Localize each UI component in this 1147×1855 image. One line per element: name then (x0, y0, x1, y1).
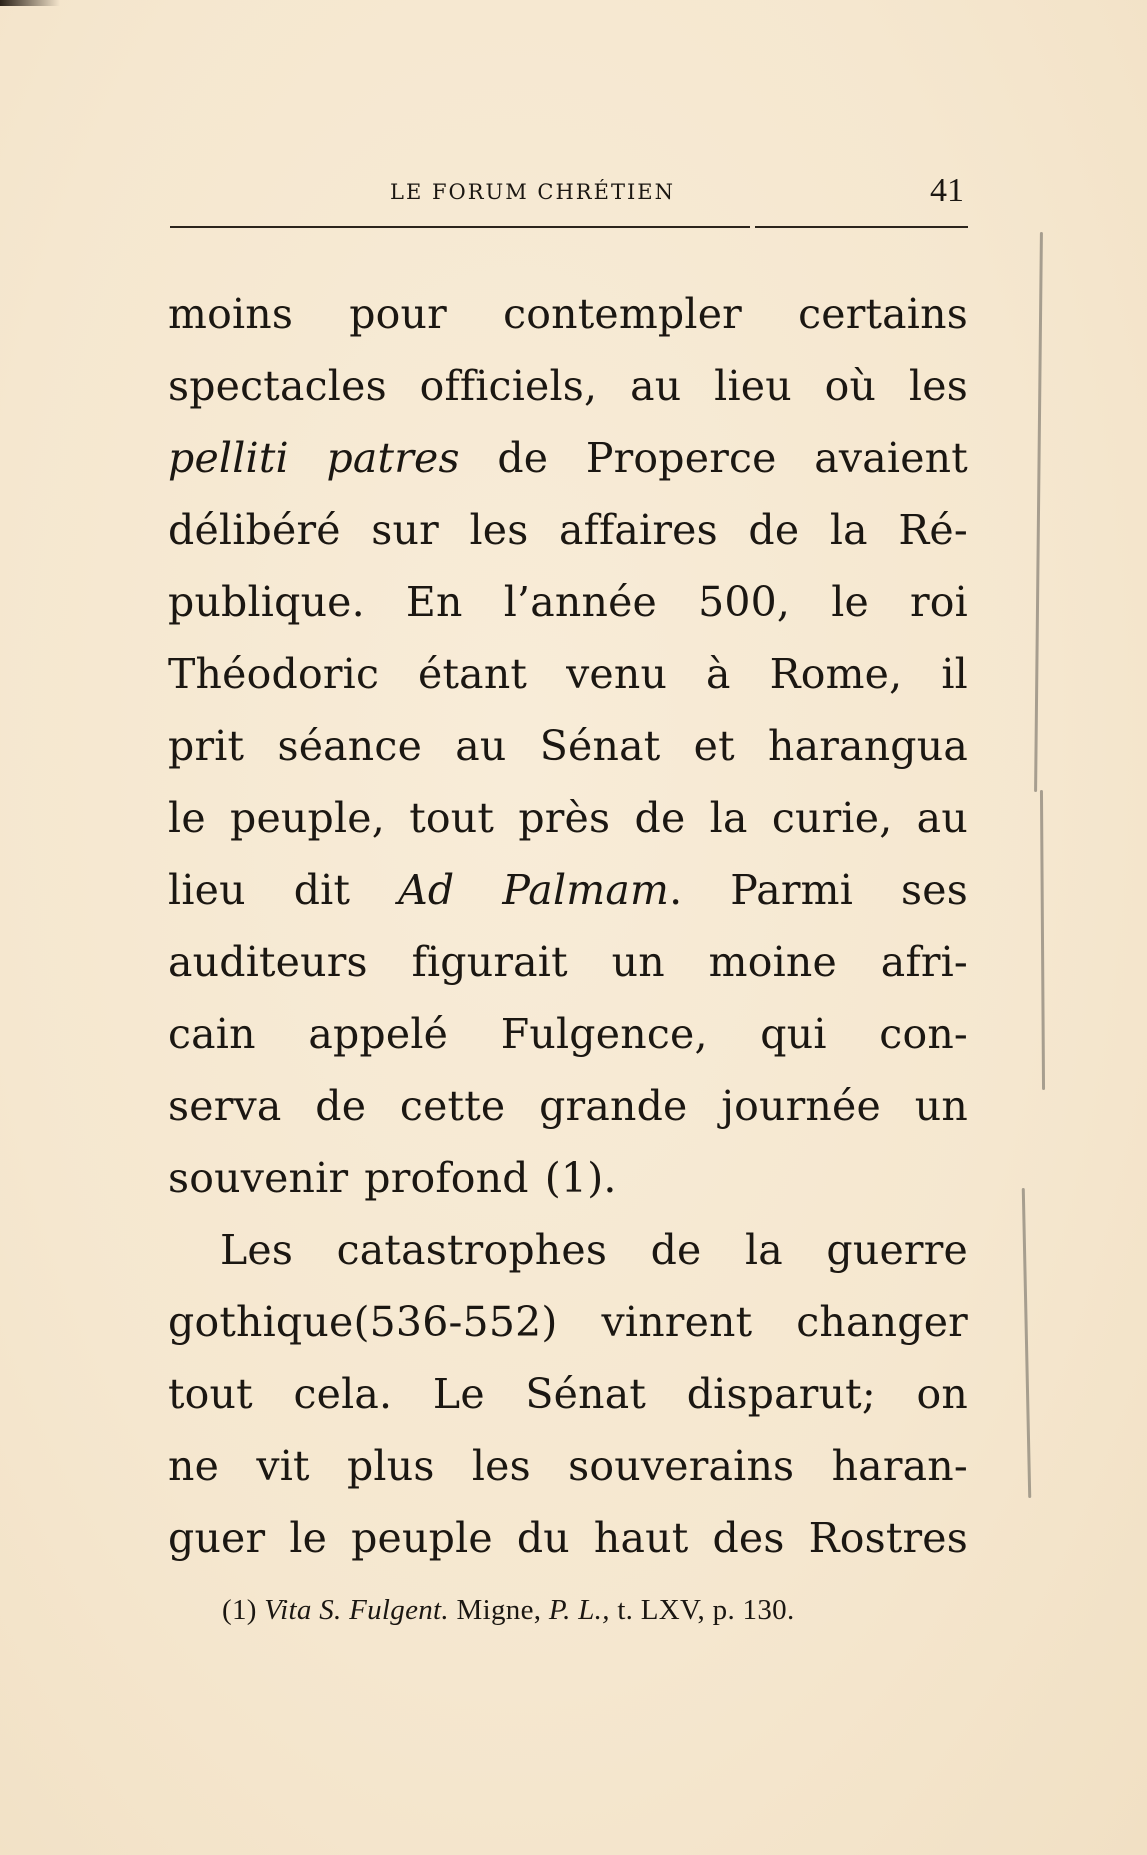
footnote-work: Vita S. Fulgent. (264, 1594, 449, 1626)
word: la (744, 1226, 783, 1274)
word: où (824, 362, 877, 410)
word: changer (796, 1298, 968, 1346)
word: Sénat (539, 722, 661, 770)
word: figurait (411, 938, 568, 986)
word: ses (901, 866, 968, 914)
text-line (168, 1214, 968, 1286)
word: la (709, 794, 748, 842)
word: Rostres (808, 1514, 968, 1562)
word: souverains (568, 1442, 795, 1490)
text-line (168, 1070, 968, 1142)
word: disparut; (686, 1370, 876, 1418)
word: sur (371, 506, 439, 554)
word: prit (168, 722, 245, 770)
word: certains (798, 290, 968, 338)
word: du (516, 1514, 570, 1562)
footnote-series: P. L., (548, 1594, 610, 1626)
text-line (168, 710, 968, 782)
word: ne (168, 1442, 220, 1490)
word: catastrophes (336, 1226, 608, 1274)
word: Ré- (898, 506, 968, 554)
word: lieu (714, 362, 792, 410)
word: affaires (559, 506, 718, 554)
word: lieu (168, 866, 246, 914)
text-line (168, 278, 968, 350)
page-number: 41 (930, 172, 964, 209)
text-line (168, 854, 968, 926)
word: le (289, 1514, 328, 1562)
word: cela. (293, 1370, 393, 1418)
word: souvenir (168, 1154, 349, 1202)
word: avaient (814, 434, 968, 482)
word: pour (349, 290, 447, 338)
word: harangua (768, 722, 968, 770)
word: peuple, (230, 794, 385, 842)
word: En (405, 578, 463, 626)
word: Palmam (502, 866, 670, 914)
word: journée (721, 1082, 881, 1130)
word: on (916, 1370, 968, 1418)
word: Théodoric (168, 650, 380, 698)
word: les (469, 506, 529, 554)
margin-pencil-mark (1040, 790, 1045, 1090)
word: vinrent (601, 1298, 753, 1346)
margin-pencil-mark (1022, 1188, 1031, 1498)
word: haran- (831, 1442, 968, 1490)
word: près (518, 794, 611, 842)
word: le (831, 578, 869, 626)
word: de (748, 506, 800, 554)
body-text (168, 278, 968, 1574)
margin-pencil-mark (1034, 232, 1043, 792)
word: spectacles (168, 362, 387, 410)
word: roi (910, 578, 968, 626)
word: Fulgence, (500, 1010, 708, 1058)
word: il (941, 650, 968, 698)
text-line (168, 422, 968, 494)
word: curie, (771, 794, 893, 842)
word: con- (879, 1010, 968, 1058)
text-line (168, 638, 968, 710)
word: profond (364, 1154, 529, 1202)
word: à (706, 650, 731, 698)
word: la (829, 506, 868, 554)
word: au (455, 722, 507, 770)
word: afri- (880, 938, 968, 986)
word: un (611, 938, 665, 986)
word: au (916, 794, 968, 842)
word: contempler (503, 290, 742, 338)
footnote-marker: (1) (222, 1594, 257, 1626)
word: auditeurs (168, 938, 368, 986)
word: patres (326, 434, 460, 482)
page-header (168, 172, 968, 212)
word: serva (168, 1082, 282, 1130)
word: vit (256, 1442, 310, 1490)
word: tout (168, 1370, 253, 1418)
word: pelliti (168, 434, 289, 482)
word: guer (168, 1514, 266, 1562)
word: des (712, 1514, 785, 1562)
word: Parmi (730, 866, 854, 914)
word: plus (346, 1442, 435, 1490)
word: moins (168, 290, 294, 338)
text-line (168, 494, 968, 566)
page-corner-shadow (0, 0, 60, 6)
text-line (168, 998, 968, 1070)
word: moine (708, 938, 837, 986)
text-line (168, 566, 968, 638)
running-title: LE FORUM CHRÉTIEN (390, 180, 675, 204)
word: de (315, 1082, 367, 1130)
footnote-source: Migne, (456, 1594, 542, 1626)
text-line (168, 782, 968, 854)
word: les (908, 362, 968, 410)
word: de (634, 794, 686, 842)
word: publique. (168, 578, 365, 626)
word-group (502, 854, 682, 926)
word: guerre (826, 1226, 968, 1274)
header-rule (170, 226, 750, 228)
word: de (650, 1226, 702, 1274)
word: le (168, 794, 206, 842)
word: grande (539, 1082, 688, 1130)
word: l’année (503, 578, 658, 626)
word: Rome, (769, 650, 903, 698)
word: qui (760, 1010, 827, 1058)
text-line (168, 1358, 968, 1430)
word: un (914, 1082, 968, 1130)
word: appelé (308, 1010, 449, 1058)
word: gothique(536-552) (168, 1298, 558, 1346)
text-line (168, 350, 968, 422)
word: tout (409, 794, 495, 842)
footnote-rest: t. LXV, p. 130. (617, 1594, 795, 1626)
word: Ad (398, 866, 455, 914)
word: Properce (585, 434, 777, 482)
text-line (168, 1286, 968, 1358)
text-line (168, 926, 968, 998)
word: Sénat (525, 1370, 647, 1418)
word: les (471, 1442, 531, 1490)
word: Les (220, 1226, 294, 1274)
text-line (168, 1502, 968, 1574)
word: haut (593, 1514, 689, 1562)
word: 500, (698, 578, 791, 626)
punctuation: . (669, 866, 683, 914)
word: étant (418, 650, 528, 698)
word: de (497, 434, 549, 482)
word: (1). (544, 1154, 617, 1202)
text-line (168, 1142, 968, 1214)
word: peuple (351, 1514, 493, 1562)
word: officiels, (419, 362, 598, 410)
word: dit (293, 866, 351, 914)
word: au (630, 362, 682, 410)
word: cain (168, 1010, 256, 1058)
header-rule (755, 226, 968, 228)
word: séance (277, 722, 423, 770)
word: délibéré (168, 506, 341, 554)
word: cette (399, 1082, 506, 1130)
word: venu (566, 650, 668, 698)
footnote (222, 1594, 795, 1627)
word: et (693, 722, 735, 770)
text-line (168, 1430, 968, 1502)
word: Le (432, 1370, 485, 1418)
